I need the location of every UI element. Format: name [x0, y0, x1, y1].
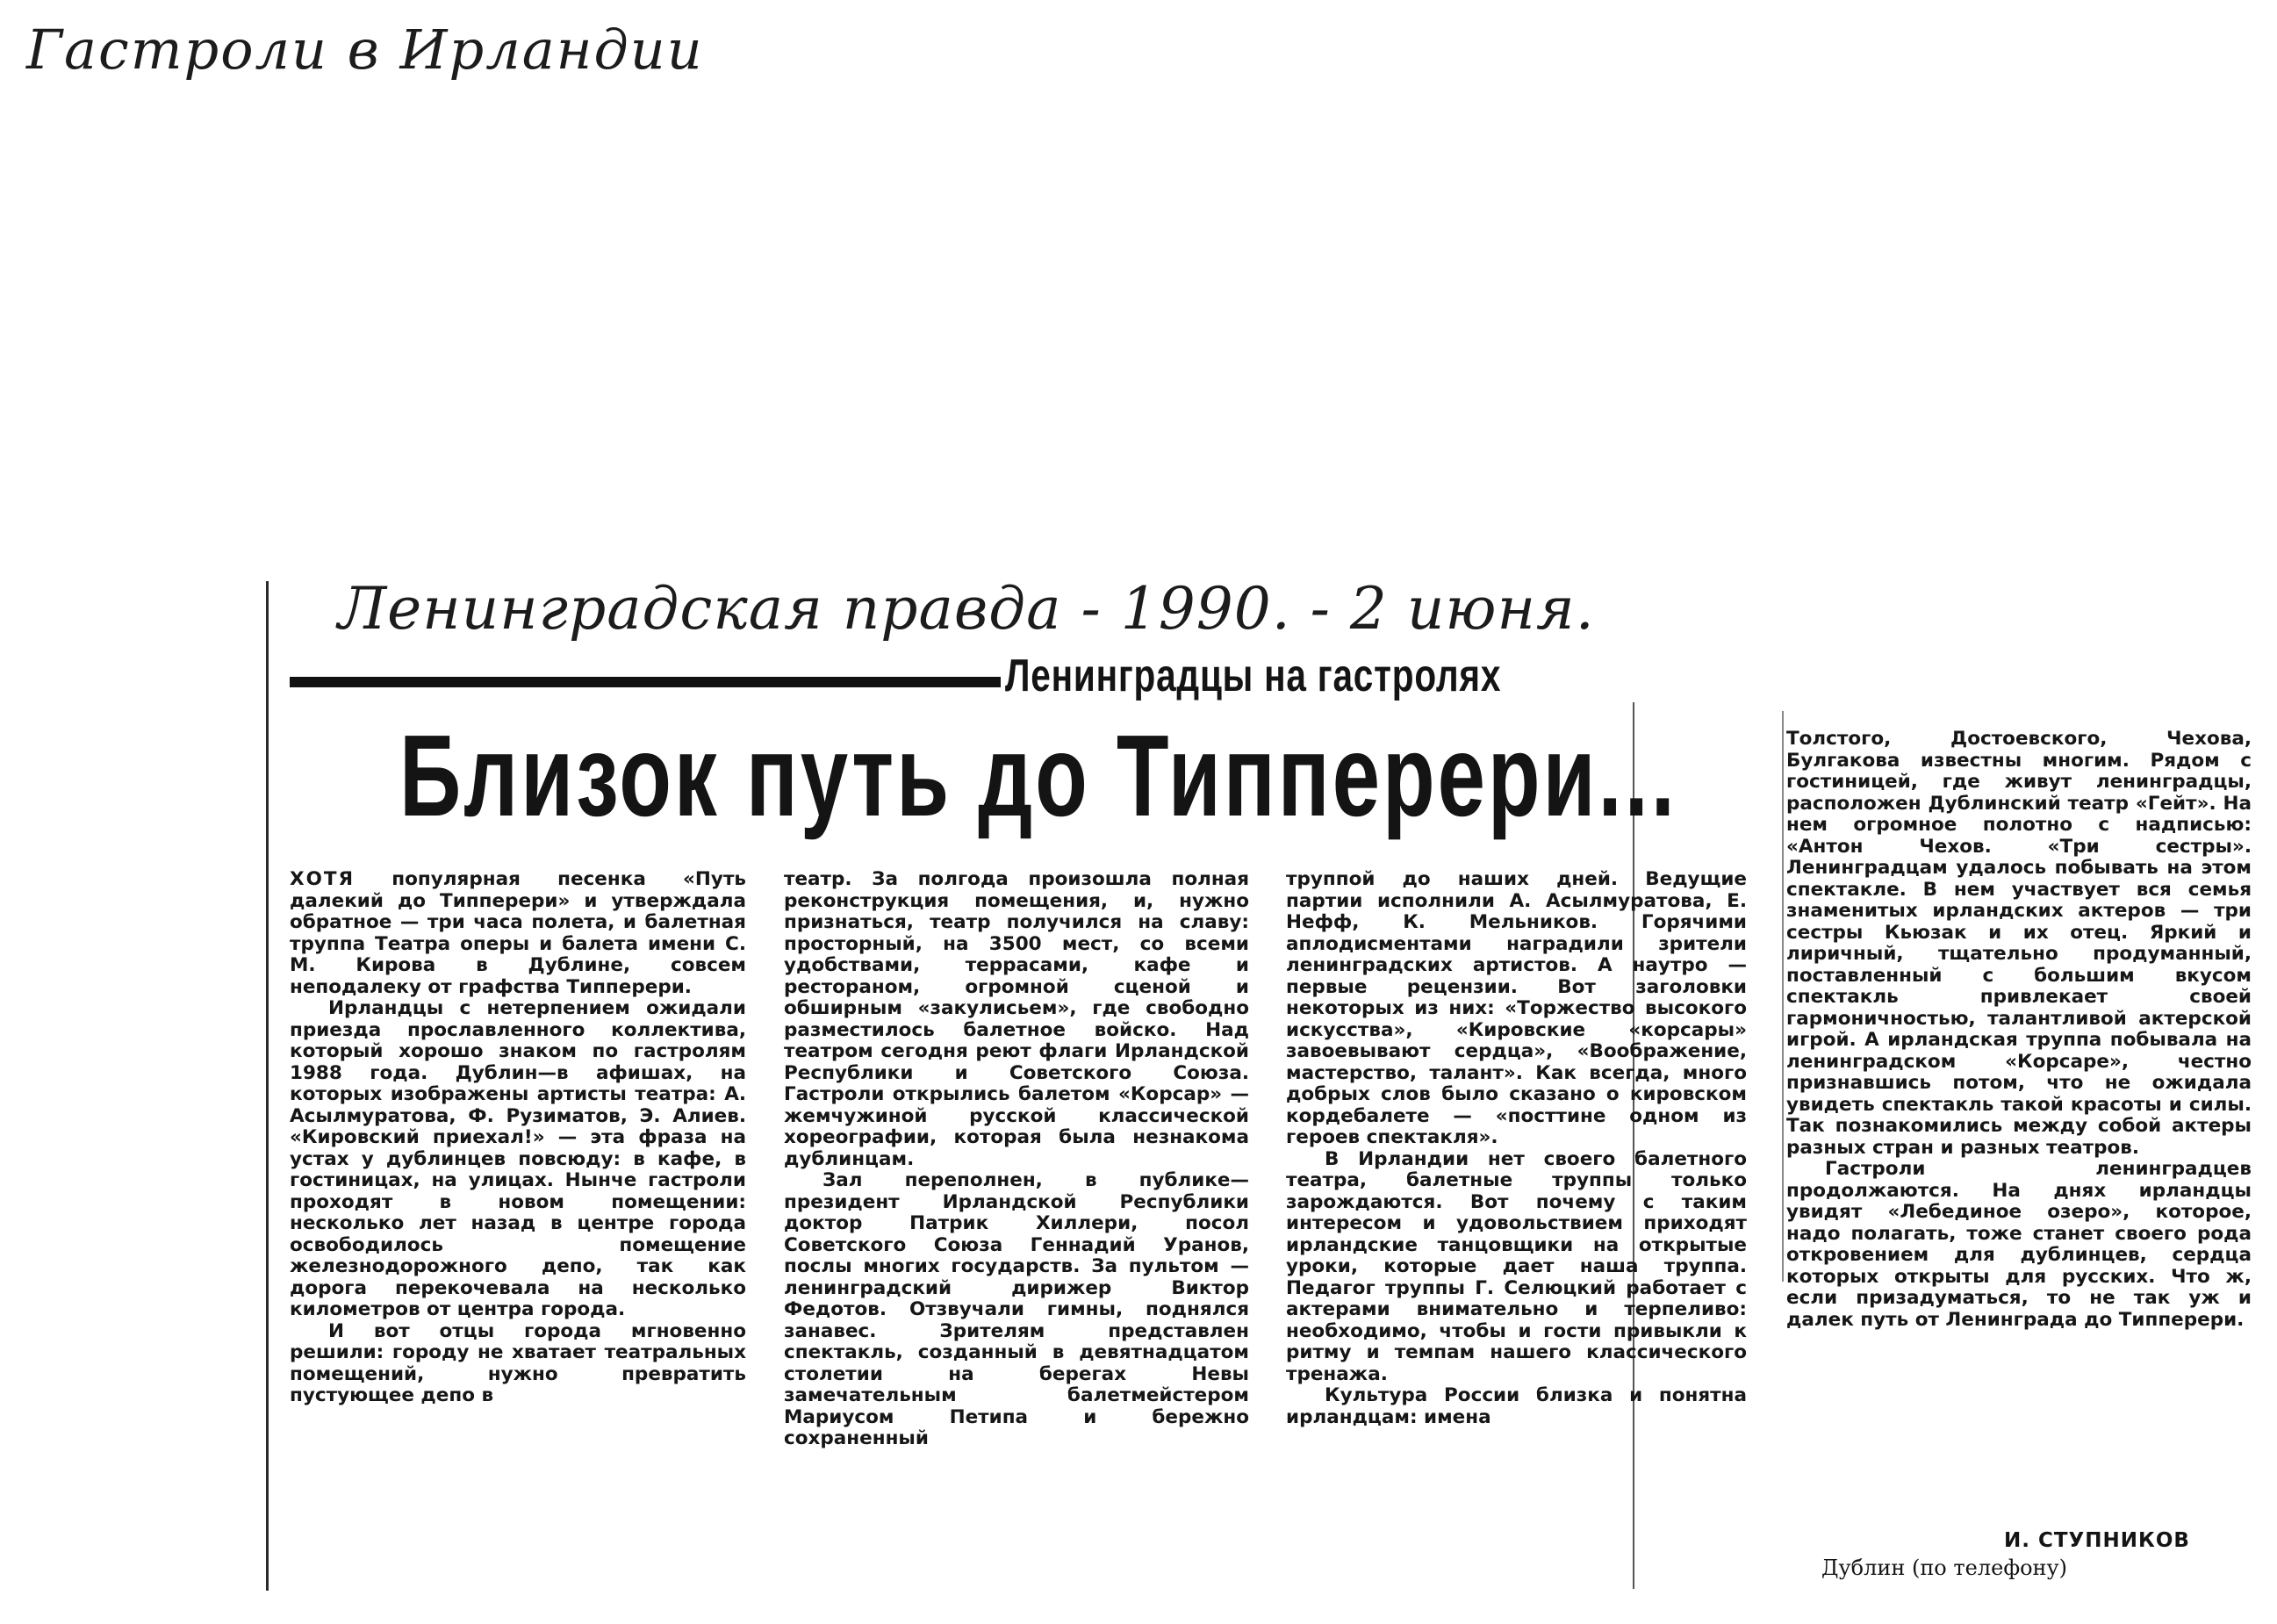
- article-column-2: [784, 869, 1249, 1450]
- paragraph: Толстого, Достоевского, Чехова, Булгакова известны многим. Рядом с гостиницей, где живут ленинградцы, расположен Дублинский театр «Гейт». На нем огромное полотно с надписью: «Антон Чехов. «Три сестры». Ленинградцам удалось побывать на этом спектакле. В нем участвует вся семья знаменитых ирландских актеров — три сестры Кьюзак и их отец. Яркий и лиричный, тщательно продуманный, поставленный с большим вкусом спектакль привлекает своей гармоничностью, талантливой актерской игрой. А ирландская труппа побывала на ленинградском «Корсаре», честно признавшись потом, что не ожидала увидеть спектакль такой красоты и силы. Так познакомились между собой актеры разных стран и разных театров.: [1786, 728, 2252, 1159]
- paragraph: Ирландцы с нетерпением ожидали приезда прославленного коллектива, который хорошо знаком по гастролям 1988 года. Дублин—в афишах, на которых изображены артисты театра: А. Асылмуратова, Ф. Рузиматов, Э. Алиев. «Кировский приехал!» — эта фраза на устах у дублинцев повсюду: в кафе, в гостиницах, на улицах. Нынче гастроли проходят в новом помещении: несколько лет назад в центре города освободилось помещение железнодорожного депо, так как дорога перекочевала на несколько километров от центра города.: [290, 997, 746, 1320]
- paragraph: [290, 869, 746, 998]
- paragraph: труппой до наших дней. Ведущие партии исполнили А. Асылмуратова, Е. Нефф, К. Мельников. Горячими аплодисментами наградили зрители ленинградских артистов. А наутро — первые рецензии. Вот заголовки некоторых из них: «Торжество высокого искусства», «Кировские «корсары» завоевывают сердца», «Воображение, мастерство, талант». Как всегда, много добрых слов было сказано о кировском кордебалете — «посттине одном из героев спектакля».: [1286, 868, 1747, 1148]
- lead-word: ХОТЯ: [290, 868, 356, 890]
- paragraph: Гастроли ленинградцев продолжаются. На днях ирландцы увидят «Лебединое озеро», которое, надо полагать, тоже станет своего рода откровением для дублинцев, сердца которых открыты для русских. Что ж, если призадуматься, то не так уж и далек путь от Ленинграда до Типперери.: [1786, 1158, 2252, 1331]
- handwritten-source-note: Ленинградская правда - 1990. - 2 июня.: [338, 575, 1595, 643]
- article-column-1: [290, 869, 746, 1407]
- paragraph: В Ирландии нет своего балетного театра, балетные труппы только зарождаются. Вот почему с таким интересом и удовольствием приходят ирландские танцовщики на открытые уроки, которые дает наша труппа. Педагог труппы Г. Селюцкий работает с актерами внимательно и терпеливо: необходимо, чтобы и гости привыкли к ритму и темпам нашего классического тренажа.: [1286, 1147, 1747, 1385]
- article-column-3: [1286, 869, 1747, 1428]
- dateline: Дублин (по телефону): [1821, 1556, 2068, 1580]
- rubric-bar: [290, 677, 1001, 687]
- handwritten-note-title: Гастроли в Ирландии: [26, 18, 704, 82]
- column-rule-left: [266, 581, 269, 1591]
- paragraph: И вот отцы города мгновенно решили: городу не хватает театральных помещений, нужно превратить пустующее депо в: [290, 1319, 746, 1406]
- paragraph: Зал переполнен, в публике—президент Ирландской Республики доктор Патрик Хиллери, посол Советского Союза Геннадий Уранов, послы многих государств. За пультом — ленинградский дирижер Виктор Федотов. Отзвучали гимны, поднялся занавес. Зрителям представлен спектакль, созданный в девятнадцатом столетии на берегах Невы замечательным балетмейстером Мариусом Петипа и бережно сохраненный: [784, 1169, 1249, 1449]
- author-signature: И. СТУПНИКОВ: [2004, 1529, 2190, 1552]
- paragraph: Культура России близка и понятна ирландцам: имена: [1286, 1384, 1747, 1428]
- paragraph: театр. За полгода произошла полная реконструкция помещения, и, нужно признаться, театр получился на славу: просторный, на 3500 мест, со всеми удобствами, террасами, кафе и рестораном, огромной сценой и обширным «закулисьем», где свободно разместилось балетное войско. Над театром сегодня реют флаги Ирландской Республики и Советского Союза. Гастроли открылись балетом «Корсар» — жемчужиной русской классической хореографии, которая была незнакома дублинцам.: [784, 868, 1249, 1170]
- rubric-title: Ленинградцы на гастролях: [1005, 650, 1502, 701]
- paragraph-text: популярная песенка «Путь далекий до Типперери» и утверждала обратное — три часа полета, и балетная труппа Театра оперы и балета имени С. М. Кирова в Дублине, совсем неподалеку от графства Типперери.: [290, 868, 746, 998]
- article-column-4: [1786, 729, 2252, 1331]
- article-headline: Близок путь до Типперери...: [399, 711, 1677, 840]
- column-rule-right: [1782, 711, 1784, 1282]
